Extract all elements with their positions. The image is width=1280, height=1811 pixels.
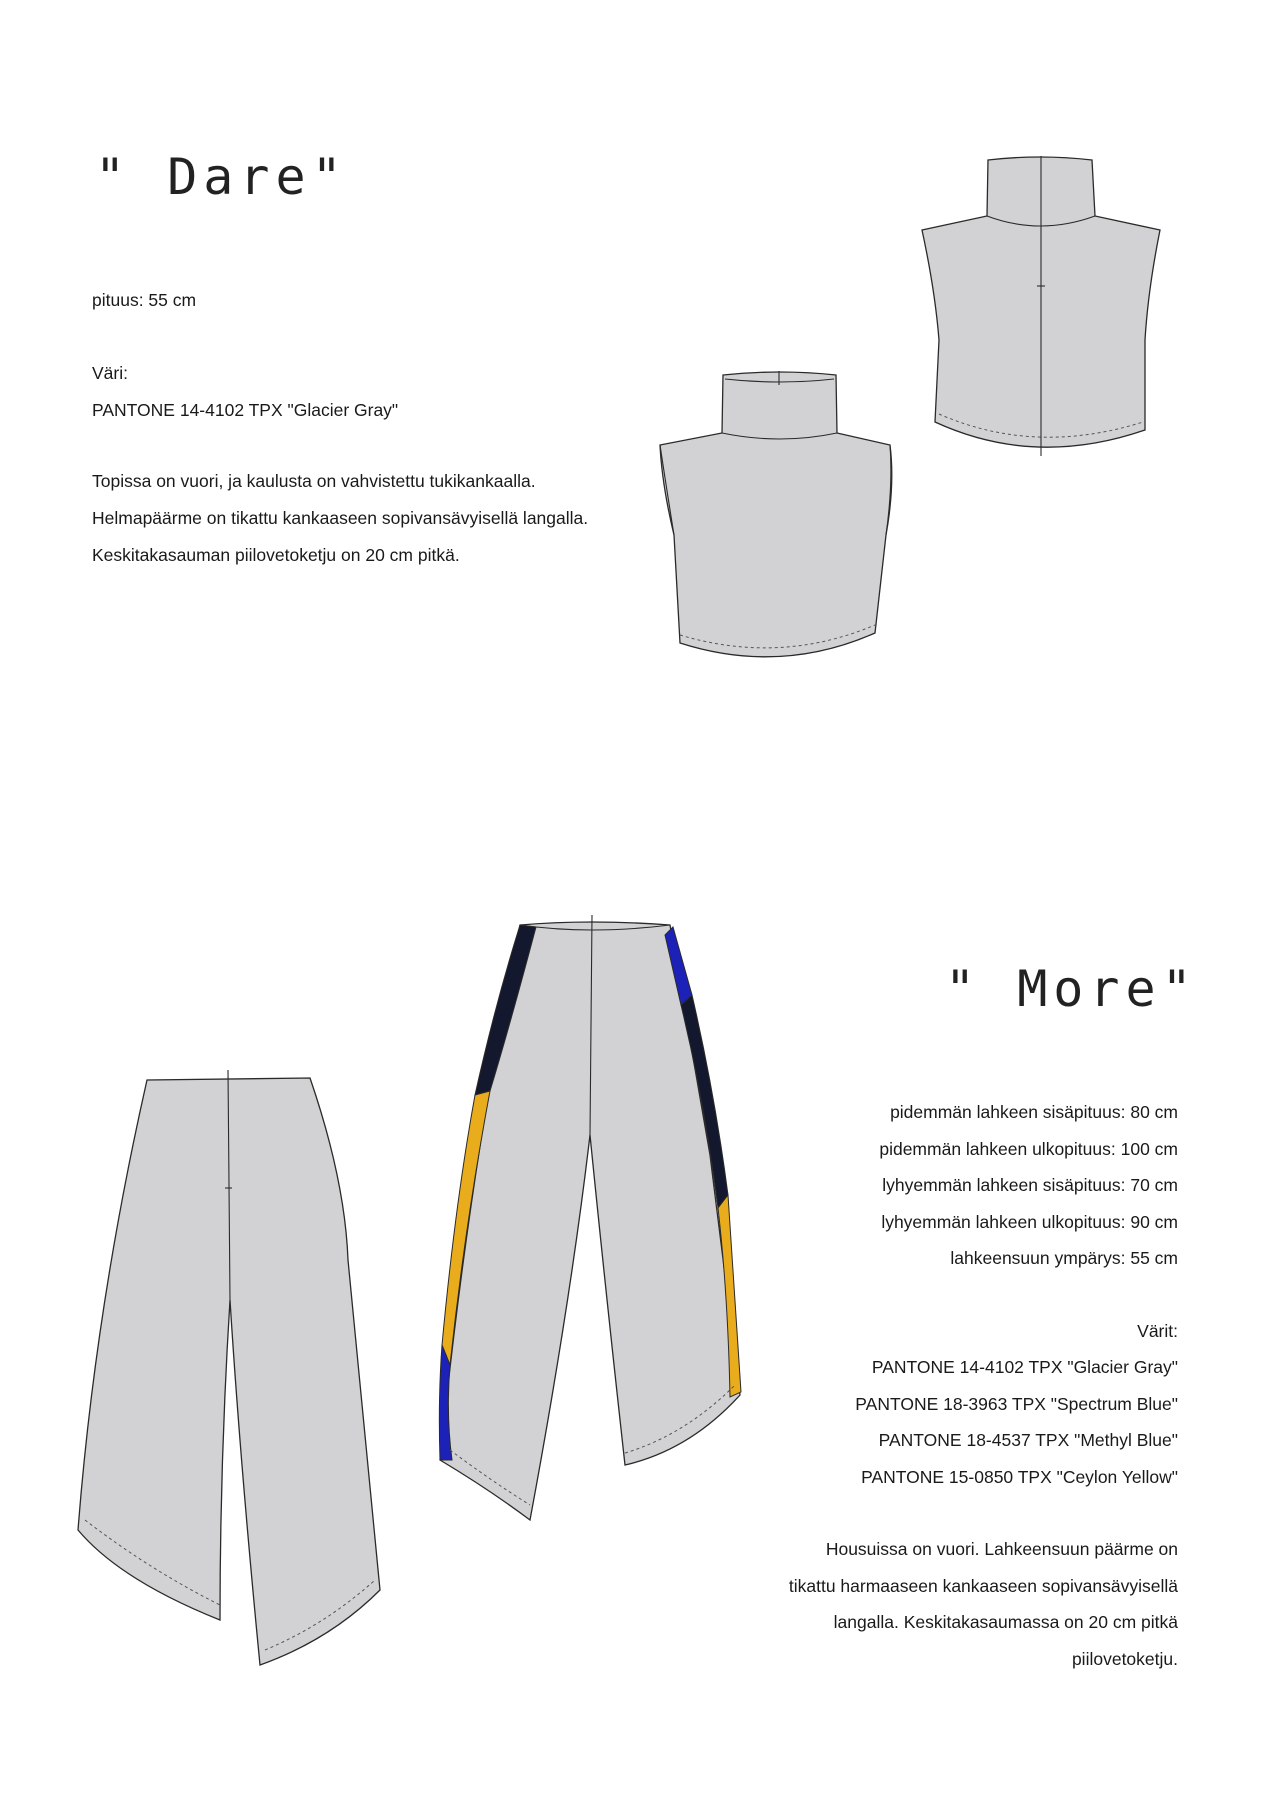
more-trousers-back-drawing xyxy=(70,1060,390,1680)
more-title: " More" xyxy=(945,960,1198,1018)
more-measure-3: lyhyemmän lahkeen sisäpituus: 70 cm xyxy=(882,1175,1178,1195)
more-color-2: PANTONE 18-3963 TPX "Spectrum Blue" xyxy=(855,1394,1178,1414)
more-desc-2: tikattu harmaaseen kankaaseen sopivansävyisellä xyxy=(788,1576,1178,1596)
more-desc-4: piilovetoketju. xyxy=(1071,1649,1178,1669)
more-color-heading: Värit: xyxy=(1137,1321,1178,1341)
dare-color-1: PANTONE 14-4102 TPX "Glacier Gray" xyxy=(92,400,399,420)
more-trousers-front-drawing xyxy=(430,905,750,1525)
more-desc-3: langalla. Keskitakasaumassa on 20 cm pitkä xyxy=(833,1612,1178,1632)
more-color-3: PANTONE 18-4537 TPX "Methyl Blue" xyxy=(878,1430,1178,1450)
more-color-1: PANTONE 14-4102 TPX "Glacier Gray" xyxy=(871,1357,1178,1377)
more-measure-4: lyhyemmän lahkeen ulkopituus: 90 cm xyxy=(881,1212,1178,1232)
dare-desc-3: Keskitakasauman piilovetoketju on 20 cm pitkä. xyxy=(92,545,460,565)
more-measure-1: pidemmän lahkeen sisäpituus: 80 cm xyxy=(890,1102,1178,1122)
dare-color-heading: Väri: xyxy=(92,363,128,383)
dare-length: pituus: 55 cm xyxy=(92,290,197,310)
more-measure-5: lahkeensuun ympärys: 55 cm xyxy=(950,1248,1178,1268)
dare-top-front-drawing xyxy=(650,365,910,680)
more-color-4: PANTONE 15-0850 TPX "Ceylon Yellow" xyxy=(861,1467,1178,1487)
more-desc-1: Housuissa on vuori. Lahkeensuun päärme on xyxy=(825,1539,1178,1559)
dare-desc-1: Topissa on vuori, ja kaulusta on vahvistettu tukikankaalla. xyxy=(92,471,536,491)
dare-title: " Dare" xyxy=(95,148,348,206)
more-measure-2: pidemmän lahkeen ulkopituus: 100 cm xyxy=(879,1139,1178,1159)
dare-desc-2: Helmapäärme on tikattu kankaaseen sopivansävyisellä langalla. xyxy=(92,508,589,528)
dare-top-back-drawing xyxy=(915,150,1175,480)
